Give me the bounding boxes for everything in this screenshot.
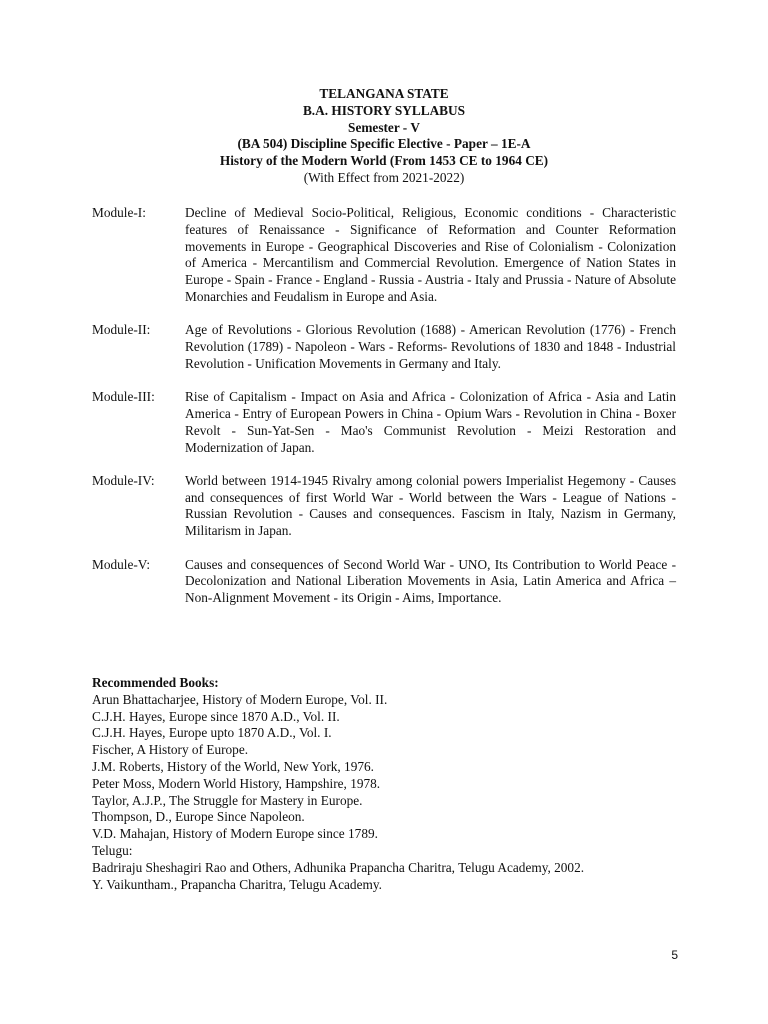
book-item: Badriraju Sheshagiri Rao and Others, Adhunika Prapancha Charitra, Telugu Academy, 2002. [92, 859, 585, 875]
book-item: Y. Vaikuntham., Prapancha Charitra, Telugu Academy. [92, 876, 382, 892]
module-label: Module-II: [92, 322, 151, 338]
book-item: Fischer, A History of Europe. [92, 742, 249, 758]
module-text: Decline of Medieval Socio-Political, Religious, Economic conditions - Characteristic features of Renaissance - Significance of Reformation and Counter Reformation movements in Europe - Geographical Discoveries and Rise of Colonialism - Colonization of America - Mercantilism and Commercial Revolution. Emergence of Nation States in Europe - Spain - France - England - Russia - Austria - Italy and Prussia - Nature of Absolute Monarchies and Feudalism in Europe and Asia. [185, 205, 676, 304]
book-item: C.J.H. Hayes, Europe upto 1870 A.D., Vol. I. [92, 725, 332, 741]
books-heading: Recommended Books: [92, 675, 219, 690]
module-label: Module-V: [92, 556, 151, 572]
state-title: TELANGANA STATE [319, 86, 449, 101]
module-text: World between 1914-1945 Rivalry among colonial powers Imperialist Hegemony - Causes and consequences of first World War - World between the Wars - League of Nations - Russian Revolution - Causes and consequences. Fascism in Italy, Nazism in Germany, Militarism in Japan. [185, 472, 676, 539]
syllabus-title: B.A. HISTORY SYLLABUS [302, 102, 466, 118]
syllabus-header [92, 86, 676, 187]
effect-note: (With Effect from 2021-2022) [303, 169, 465, 185]
module-text: Causes and consequences of Second World War - UNO, Its Contribution to World Peace - Decolonization and National Liberation Movements in Asia, Latin America and Africa – Non-Alignment Movement - its Origin - Aims, Importance. [185, 556, 676, 606]
module-text: Age of Revolutions - Glorious Revolution (1688) - American Revolution (1776) - French Revolution (1789) - Napoleon - Wars - Reforms- Revolutions of 1830 and 1848 - Industrial Revolution - Unification Movements in Germany and Italy. [185, 322, 676, 371]
module-label: Module-I: [92, 205, 146, 220]
module-item [92, 205, 676, 306]
module-list [92, 205, 676, 623]
course-title: History of the Modern World (From 1453 CE to 1964 CE) [219, 153, 549, 169]
semester-label: Semester - V [348, 119, 420, 135]
module-label: Module-III: [92, 389, 155, 405]
module-item [92, 557, 676, 607]
module-item [92, 389, 676, 456]
book-item: Thompson, D., Europe Since Napoleon. [92, 809, 305, 825]
module-item [92, 322, 676, 372]
book-item: Taylor, A.J.P., The Struggle for Mastery in Europe. [92, 792, 363, 808]
recommended-books [92, 675, 682, 893]
paper-label: (BA 504) Discipline Specific Elective - Paper – 1E-A [237, 136, 531, 152]
book-item: Arun Bhattacharjee, History of Modern Europe, Vol. II. [92, 691, 388, 707]
book-item: J.M. Roberts, History of the World, New York, 1976. [92, 758, 374, 774]
book-item: Peter Moss, Modern World History, Hampshire, 1978. [92, 775, 381, 791]
module-item [92, 473, 676, 540]
module-label: Module-IV: [92, 472, 155, 488]
book-item: C.J.H. Hayes, Europe since 1870 A.D., Vol. II. [92, 708, 340, 724]
telugu-subheading: Telugu: [92, 842, 133, 858]
module-text: Rise of Capitalism - Impact on Asia and Africa - Colonization of Africa - Asia and Latin America - Entry of European Powers in China - Opium Wars - Revolution in China - Boxer Revolt - Sun-Yat-Sen - Mao's Communist Revolution - Meizi Restoration and Modernization of Japan. [185, 389, 676, 455]
book-item: V.D. Mahajan, History of Modern Europe since 1789. [92, 826, 378, 842]
page-number: 5 [671, 948, 678, 962]
